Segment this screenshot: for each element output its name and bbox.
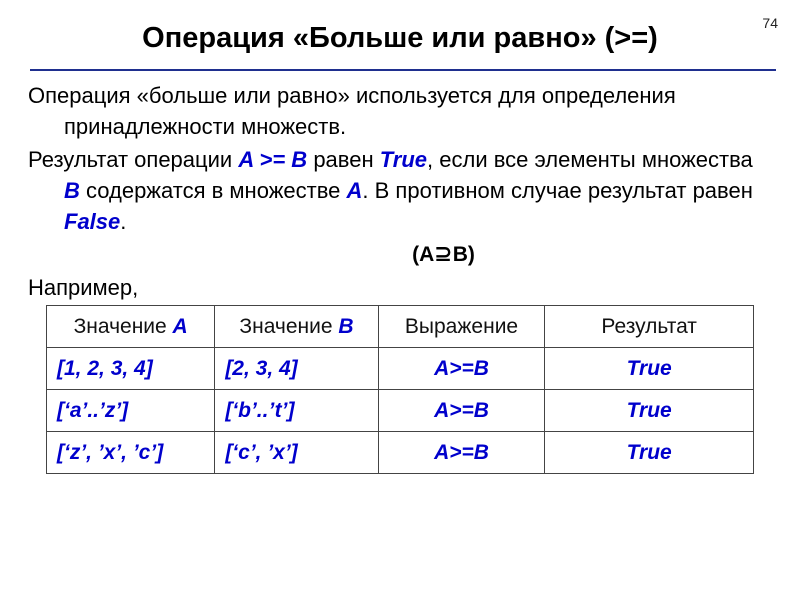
result-text-5: . В противном случае результат равен	[362, 178, 753, 203]
cell-value-a: [‘z’, ’x’, ’c’]	[47, 432, 215, 474]
formula-open: (A	[412, 243, 435, 266]
cell-value-b: [‘c’, ’x’]	[215, 432, 378, 474]
superset-formula	[28, 239, 773, 270]
cell-result: True	[545, 432, 754, 474]
header-var: A	[172, 314, 188, 338]
header-expression: Выражение	[378, 306, 545, 348]
formula-close: B)	[452, 243, 475, 266]
cell-value-b: [‘b’..’t’]	[215, 390, 378, 432]
result-text-4: содержатся в множестве	[79, 178, 347, 203]
set-b-highlight: B	[64, 178, 80, 203]
header-var: B	[338, 314, 354, 338]
header-value-a	[47, 306, 215, 348]
examples-table	[46, 305, 754, 474]
false-keyword: False	[64, 209, 121, 234]
slide-title: Операция «Больше или равно» (>=)	[142, 22, 658, 54]
cell-expression: A>=B	[378, 348, 545, 390]
result-text-2: равен	[307, 147, 380, 172]
paragraph-definition: Операция «больше или равно» используется для определения принадлежности множеств.	[28, 83, 676, 139]
expression-highlight: A >= B	[238, 147, 308, 172]
table-row	[47, 390, 754, 432]
true-keyword: True	[379, 147, 428, 172]
table-row	[47, 432, 754, 474]
cell-result: True	[545, 390, 754, 432]
cell-value-b: [2, 3, 4]	[215, 348, 378, 390]
result-text-6: .	[120, 209, 127, 234]
superset-symbol: ⊇	[434, 241, 453, 266]
set-a-highlight: A	[346, 178, 363, 203]
cell-expression: A>=B	[378, 432, 545, 474]
slide-number: 74	[762, 15, 778, 31]
result-text-3: , если все элементы множества	[427, 147, 753, 172]
table-header-row	[47, 306, 754, 348]
cell-value-a: [‘a’..’z’]	[47, 390, 215, 432]
cell-expression: A>=B	[378, 390, 545, 432]
cell-value-a: [1, 2, 3, 4]	[47, 348, 215, 390]
header-label: Значение	[73, 314, 173, 338]
title-divider	[30, 69, 776, 71]
table-row	[47, 348, 754, 390]
header-label: Значение	[239, 314, 339, 338]
result-text-1: Результат операции	[28, 147, 239, 172]
cell-result: True	[545, 348, 754, 390]
slide-body	[28, 80, 773, 303]
example-intro: Например,	[28, 275, 139, 300]
header-result: Результат	[545, 306, 754, 348]
paragraph-result	[28, 144, 773, 237]
header-value-b	[215, 306, 378, 348]
